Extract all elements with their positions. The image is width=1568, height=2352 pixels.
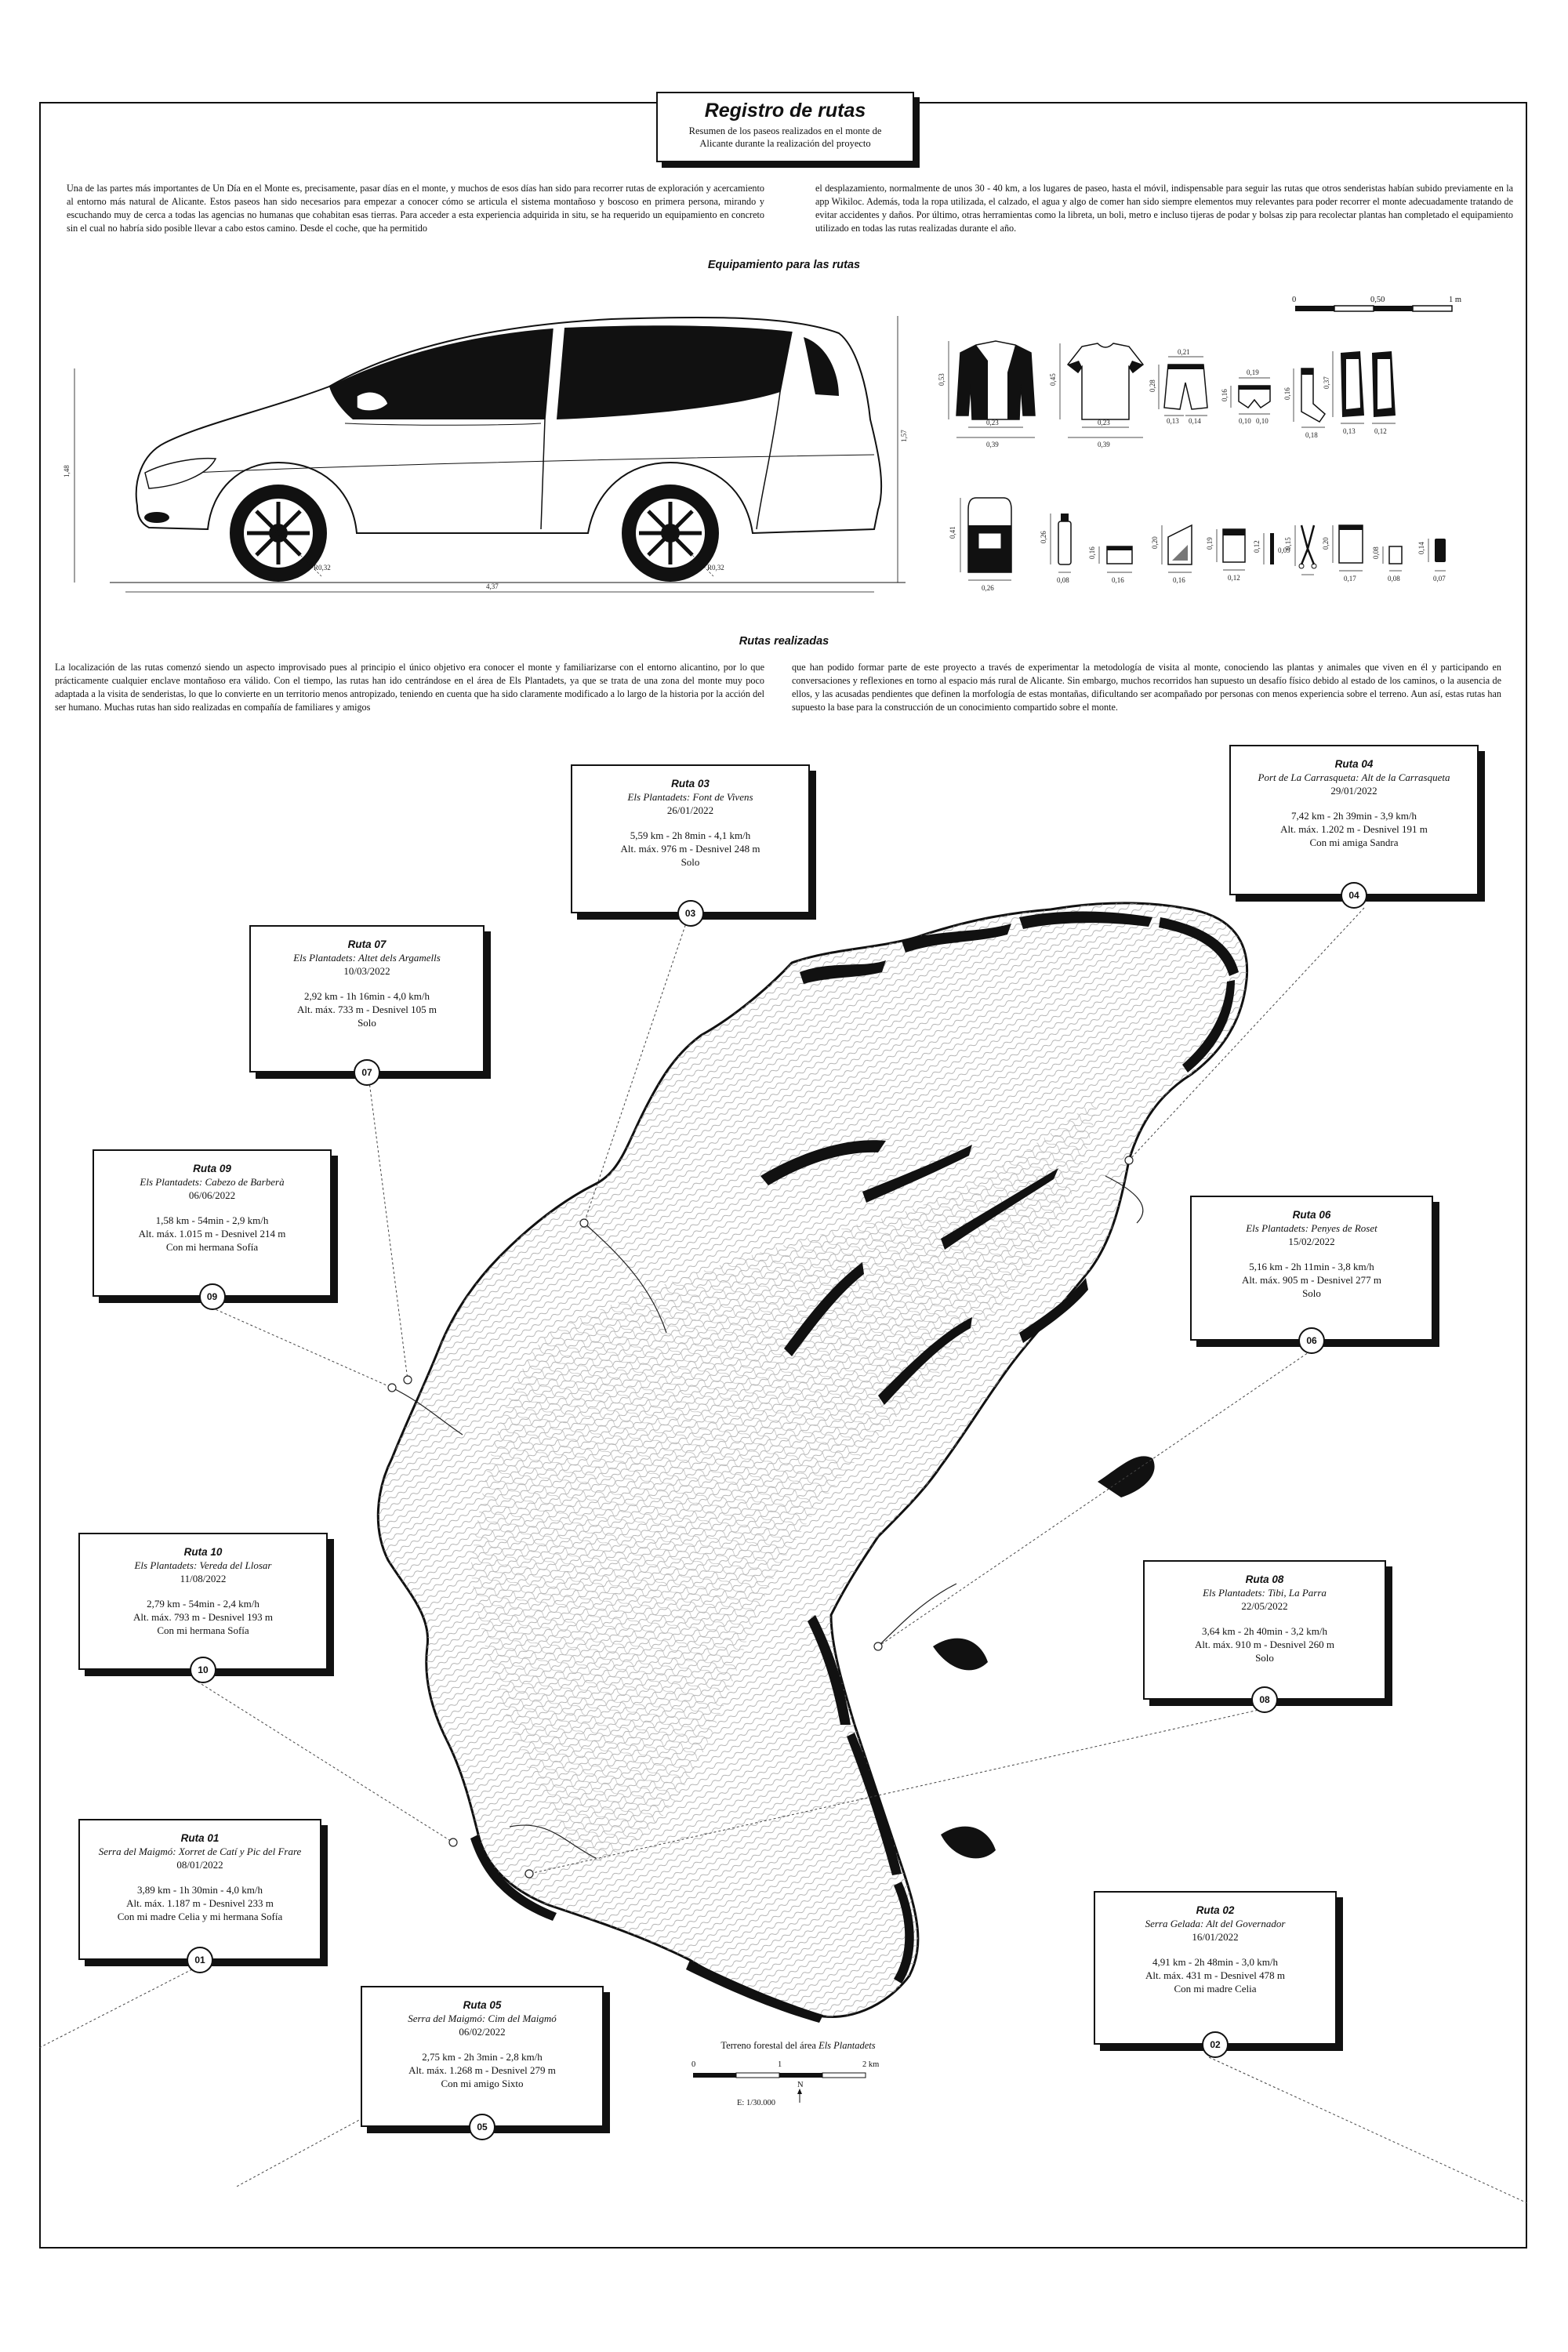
route-altitude: Alt. máx. 976 m - Desnivel 248 m — [620, 843, 760, 855]
route-number-badge: 09 — [199, 1283, 226, 1310]
route-altitude: Alt. máx. 1.202 m - Desnivel 191 m — [1280, 823, 1428, 835]
route-stats: 4,91 km - 2h 48min - 3,0 km/h — [1152, 1956, 1278, 1968]
map-scale-2: 2 km — [862, 2060, 880, 2069]
route-stats: 3,89 km - 1h 30min - 4,0 km/h — [137, 1884, 263, 1896]
route-company: Con mi madre Celia — [1174, 1983, 1257, 1994]
route-place: Els Plantadets: Tibi, La Parra — [1203, 1587, 1327, 1599]
dim-sock-h: 0,16 — [1283, 387, 1291, 400]
route-stats: 2,79 km - 54min - 2,4 km/h — [147, 1598, 260, 1610]
route-stats: 2,92 km - 1h 16min - 4,0 km/h — [304, 990, 430, 1002]
route-altitude: Alt. máx. 1.187 m - Desnivel 233 m — [126, 1897, 274, 1909]
route-date: 06/06/2022 — [188, 1189, 236, 1201]
route-name: Ruta 04 — [1334, 758, 1374, 770]
car-wheel-radius-2: R0,32 — [707, 564, 724, 572]
route-number-badge: 07 — [354, 1059, 380, 1086]
route-date: 06/02/2022 — [459, 2026, 506, 2038]
route-stats: 7,42 km - 2h 39min - 3,9 km/h — [1291, 810, 1417, 822]
route-stats: 5,59 km - 2h 8min - 4,1 km/h — [630, 829, 751, 841]
route-number-badge: 05 — [469, 2114, 495, 2140]
equipment-scale-mid: 0,50 — [1370, 296, 1385, 304]
dim-zipbag-w: 0,16 — [1173, 576, 1185, 584]
route-number-badge: 04 — [1341, 882, 1367, 909]
route-box-10 — [78, 1533, 328, 1670]
route-company: Solo — [358, 1017, 376, 1029]
equipment-scale-end: 1 m — [1449, 296, 1462, 304]
route-date: 16/01/2022 — [1192, 1931, 1239, 1943]
dim-sock-w: 0,18 — [1305, 431, 1318, 439]
dim-tshirt-w: 0,23 — [1098, 419, 1110, 426]
route-stats: 3,64 km - 2h 40min - 3,2 km/h — [1202, 1625, 1327, 1637]
dim-phone-h: 0,14 — [1417, 542, 1425, 554]
route-number-badge: 03 — [677, 900, 704, 927]
route-altitude: Alt. máx. 905 m - Desnivel 277 m — [1241, 1274, 1381, 1286]
dim-shorts-h: 0,28 — [1149, 379, 1156, 392]
route-altitude: Alt. máx. 793 m - Desnivel 193 m — [132, 1611, 273, 1623]
intro-left: Una de las partes más importantes de Un Día en el Monte es, precisamente, pasar días en el monte, y muchos de esos días han sido para recorrer rutas de exploración y acercamiento al entorno más natural de Alicante. Estos paseos han sido necesarios para empezar a conocer cómo se articula el sistema montañoso y boscoso en primera persona, mirando y escuchando muy de cerca a todas las agencias no humanas que cohabitan esas tierras. Para acceder a esta experiencia adquirida in situ, se ha requerido un equipamiento en concreto sin el cual no habría sido posible llevar a cabo estos camino. Desde el coche, que ha permitido — [67, 183, 764, 234]
route-stats: 5,16 km - 2h 11min - 3,8 km/h — [1249, 1261, 1374, 1272]
route-name: Ruta 05 — [463, 1999, 502, 2011]
dim-sneaker-1: 0,13 — [1343, 427, 1356, 435]
route-company: Con mi hermana Sofía — [165, 1241, 259, 1253]
page-title: Registro de rutas — [704, 100, 866, 122]
route-stats: 1,58 km - 54min - 2,9 km/h — [155, 1214, 269, 1226]
route-company: Con mi madre Celia y mi hermana Sofía — [117, 1911, 283, 1922]
route-altitude: Alt. máx. 1.268 m - Desnivel 279 m — [408, 2064, 556, 2076]
route-altitude: Alt. máx. 1.015 m - Desnivel 214 m — [138, 1228, 286, 1240]
dim-shears-h: 0,15 — [1284, 537, 1292, 550]
dim-pen-h: 0,12 — [1253, 540, 1261, 553]
route-name: Ruta 09 — [193, 1163, 231, 1174]
route-name: Ruta 01 — [180, 1832, 220, 1844]
route-name: Ruta 07 — [347, 938, 387, 950]
car-wheel-radius-1: R0,32 — [314, 564, 331, 572]
dim-tape-h: 0,08 — [1372, 546, 1380, 559]
dim-shorts-leg2: 0,14 — [1189, 417, 1201, 425]
dim-pen-w: 0,09 — [1278, 546, 1290, 554]
dim-jacket-h: 0,53 — [938, 373, 946, 386]
routes-title: Rutas realizadas — [739, 635, 829, 648]
route-company: Solo — [1302, 1287, 1321, 1299]
route-box-08 — [1143, 1560, 1386, 1700]
map-caption-prefix: Terreno forestal del área — [720, 2040, 816, 2051]
route-number-badge: 01 — [187, 1947, 213, 1973]
route-date: 11/08/2022 — [180, 1573, 227, 1584]
route-number-badge: 02 — [1202, 2031, 1229, 2058]
route-company: Con mi amigo Sixto — [441, 2078, 524, 2089]
route-date: 29/01/2022 — [1330, 785, 1377, 797]
route-company: Con mi hermana Sofía — [157, 1624, 249, 1636]
car-height-left: 1,48 — [63, 465, 71, 477]
route-box-07 — [249, 925, 485, 1073]
north-label: N — [797, 2081, 804, 2089]
dim-shorts-leg1: 0,13 — [1167, 417, 1179, 425]
north-arrow-icon — [797, 2089, 802, 2094]
route-company: Con mi amiga Sandra — [1309, 837, 1399, 848]
dim-backpack-h: 0,41 — [949, 526, 956, 539]
dim-backpack-w: 0,26 — [982, 584, 994, 592]
dim-notebook-h: 0,19 — [1206, 537, 1214, 550]
equipment-title: Equipamiento para las rutas — [707, 259, 861, 271]
dim-bottle-h: 0,26 — [1040, 531, 1047, 543]
dim-bag-w: 0,17 — [1344, 575, 1356, 583]
route-place: Port de La Carrasqueta: Alt de la Carrasqueta — [1258, 771, 1450, 783]
dim-box-h: 0,16 — [1088, 546, 1096, 559]
route-name: Ruta 06 — [1292, 1209, 1331, 1221]
map-scale-0: 0 — [691, 2060, 696, 2069]
route-date: 26/01/2022 — [666, 804, 714, 816]
route-date: 10/03/2022 — [343, 965, 390, 977]
dim-phone-w: 0,07 — [1433, 575, 1446, 583]
route-box-06 — [1190, 1196, 1433, 1341]
dim-bag-h: 0,20 — [1322, 537, 1330, 550]
dim-underwear-leg2: 0,10 — [1256, 417, 1269, 425]
dim-shorts-w: 0,21 — [1178, 348, 1190, 356]
dim-bottle-w: 0,08 — [1057, 576, 1069, 584]
route-altitude: Alt. máx. 431 m - Desnivel 478 m — [1145, 1969, 1285, 1981]
route-place: Els Plantadets: Vereda del Llosar — [134, 1559, 272, 1571]
map-scale-ratio: E: 1/30.000 — [737, 2099, 775, 2107]
car-height-right: 1,57 — [900, 430, 908, 442]
route-place: Els Plantadets: Cabezo de Barberà — [140, 1176, 285, 1188]
route-name: Ruta 03 — [671, 778, 710, 789]
route-box-02 — [1094, 1891, 1337, 2045]
route-date: 15/02/2022 — [1288, 1236, 1335, 1247]
route-place: Els Plantadets: Font de Vivens — [627, 791, 753, 803]
map-caption — [673, 2040, 924, 2052]
route-date: 08/01/2022 — [176, 1859, 223, 1871]
map-scale-bar — [688, 2062, 892, 2109]
map-scale-1: 1 — [778, 2060, 782, 2069]
route-number-badge: 10 — [190, 1657, 216, 1683]
route-number-badge: 08 — [1251, 1686, 1278, 1713]
route-stats: 2,75 km - 2h 3min - 2,8 km/h — [422, 2051, 543, 2063]
route-name: Ruta 08 — [1245, 1573, 1284, 1585]
route-place: Els Plantadets: Altet dels Argamells — [293, 952, 441, 964]
route-date: 22/05/2022 — [1241, 1600, 1288, 1612]
route-company: Solo — [1255, 1652, 1274, 1664]
route-place: Serra del Maigmó: Cim del Maigmó — [408, 2013, 557, 2024]
car-length: 4,37 — [486, 583, 499, 590]
equipment-scale-0: 0 — [1292, 296, 1297, 304]
dim-underwear-leg1: 0,10 — [1239, 417, 1251, 425]
route-place: Els Plantadets: Penyes de Roset — [1246, 1222, 1377, 1234]
route-place: Serra Gelada: Alt del Governador — [1145, 1918, 1286, 1929]
dim-tshirt-span: 0,39 — [1098, 441, 1110, 448]
dim-jacket-span: 0,39 — [986, 441, 999, 448]
route-box-09 — [93, 1149, 332, 1297]
dim-underwear-h: 0,16 — [1221, 389, 1229, 401]
route-name: Ruta 02 — [1196, 1904, 1235, 1916]
routes-text-left: La localización de las rutas comenzó siendo un aspecto improvisado pues al principio el único objetivo era conocer el monte y familiarizarse con el entorno alicantino, por lo que prácticamente cualquier enclave montañoso era válido. Con el tiempo, las rutas han ido centrándose en el área de Els Plantadets, ya que se trata de una zona del monte muy poco adaptada a la visita de senderistas, lo que lo convierte en un territorio menos antropizado, teniendo en cuenta que ha sido claramente modificado a lo largo de la historia por la acción del ser humano. Muchas rutas han sido realizadas en compañía de familiares y amigos — [55, 662, 764, 713]
route-box-05 — [361, 1986, 604, 2127]
routes-text-right: que han podido formar parte de este proyecto a través de experimentar la metodología de visita al monte, conociendo las plantas y animales que viven en él y participando en conversaciones y reflexiones en torno al espacio más rural de Alicante. Sin embargo, muchos recorridos han supuesto un desafío físico debido al estado de los caminos, o la ausencia de ellos, y las acusadas pendientes que definen la morfología de estas montañas, dificultando ser acompañado por personas con menos experiencia sobre el terreno. Aun así, estas rutas han supuesto la base para la construcción de un conocimiento compartido sobre el monte. — [792, 662, 1501, 713]
route-altitude: Alt. máx. 910 m - Desnivel 260 m — [1194, 1639, 1334, 1650]
dim-zipbag-h: 0,20 — [1151, 536, 1159, 549]
dim-notebook-w: 0,12 — [1228, 574, 1240, 582]
route-name: Ruta 10 — [183, 1546, 223, 1558]
terrain-landmass — [378, 903, 1247, 2017]
route-box-03 — [571, 764, 810, 913]
map-caption-area: Els Plantadets — [818, 2040, 876, 2051]
intro-right: el desplazamiento, normalmente de unos 30 - 40 km, a los lugares de paseo, hasta el móvil, indispensable para seguir las rutas que otros senderistas habían subido previamente en la app Wikiloc. Además, toda la ropa utilizada, el calzado, el agua y algo de comer han sido siempre elementos muy relevantes para poder recorrer el monte adecuadamente tratando de evitar accidentes y daños. Por último, otras herramientas como la libreta, un boli, metro e incluso tijeras de podar y bolsas zip para recolectar plantas han completado el equipamiento utilizado en todas las rutas realizadas durante el año. — [815, 183, 1513, 234]
page-subtitle: Resumen de los paseos realizados en el monte de Alicante durante la realización del proyecto — [688, 125, 882, 149]
route-place: Serra del Maigmó: Xorret de Catí y Pic del Frare — [98, 1846, 302, 1857]
dim-box-w: 0,16 — [1112, 576, 1124, 584]
dim-sneakers-h: 0,37 — [1323, 376, 1330, 389]
route-box-01 — [78, 1819, 321, 1960]
route-company: Solo — [681, 856, 700, 868]
dim-jacket-w: 0,23 — [986, 419, 999, 426]
dim-tape-w: 0,08 — [1388, 575, 1400, 583]
route-box-04 — [1229, 745, 1479, 895]
dim-underwear-w: 0,19 — [1247, 368, 1259, 376]
route-altitude: Alt. máx. 733 m - Desnivel 105 m — [296, 1004, 437, 1015]
dim-sneaker-2: 0,12 — [1374, 427, 1387, 435]
route-number-badge: 06 — [1298, 1327, 1325, 1354]
dim-tshirt-h: 0,45 — [1049, 373, 1057, 386]
